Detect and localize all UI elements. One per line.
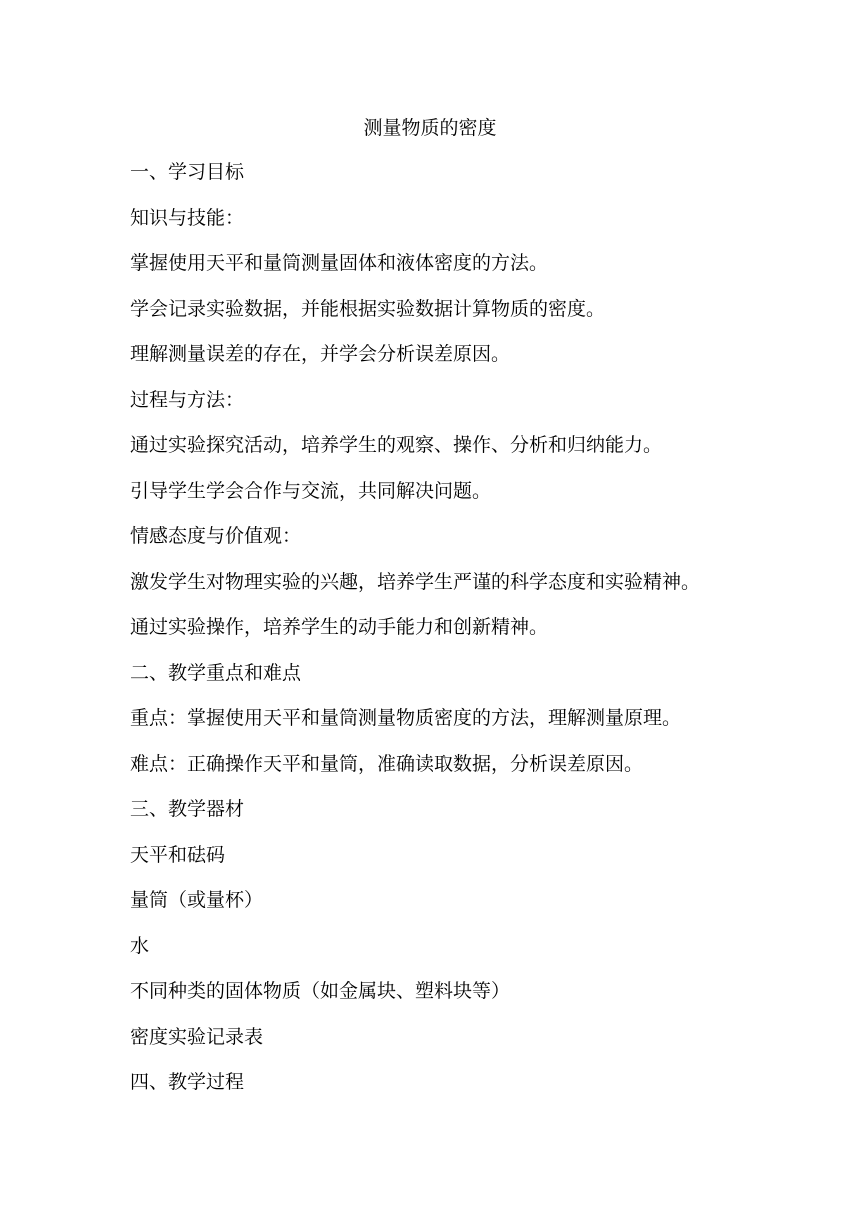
document-body	[130, 157, 830, 1113]
subheading-knowledge-skills: 知识与技能：	[130, 206, 245, 229]
document-title: 测量物质的密度	[363, 117, 497, 139]
list-item: 量筒（或量杯）	[130, 889, 264, 911]
section-heading-equipment: 三、教学器材	[130, 798, 245, 820]
list-item: 不同种类的固体物质（如金属块、塑料块等）	[130, 980, 511, 1002]
list-item: 天平和砝码	[130, 843, 226, 866]
paragraph: 掌握使用天平和量筒测量固体和液体密度的方法。	[130, 252, 549, 274]
paragraph: 引导学生学会合作与交流，共同解决问题。	[130, 479, 492, 502]
section-heading-objectives: 一、学习目标	[130, 161, 245, 183]
list-item: 水	[130, 934, 150, 957]
paragraph: 通过实验操作，培养学生的动手能力和创新精神。	[130, 616, 549, 638]
paragraph: 激发学生对物理实验的兴趣，培养学生严谨的科学态度和实验精神。	[130, 570, 701, 593]
paragraph: 难点：正确操作天平和量筒，准确读取数据，分析误差原因。	[130, 752, 644, 775]
subheading-attitudes-values: 情感态度与价值观：	[130, 525, 302, 547]
section-heading-key-points: 二、教学重点和难点	[130, 661, 302, 684]
paragraph: 通过实验探究活动，培养学生的观察、操作、分析和归纳能力。	[130, 434, 663, 456]
paragraph: 重点：掌握使用天平和量筒测量物质密度的方法，理解测量原理。	[130, 707, 682, 729]
list-item: 密度实验记录表	[130, 1025, 264, 1048]
paragraph: 学会记录实验数据，并能根据实验数据计算物质的密度。	[130, 297, 606, 320]
paragraph: 理解测量误差的存在，并学会分析误差原因。	[130, 343, 511, 365]
subheading-process-methods: 过程与方法：	[130, 388, 245, 411]
section-heading-teaching-process: 四、教学过程	[130, 1071, 245, 1093]
